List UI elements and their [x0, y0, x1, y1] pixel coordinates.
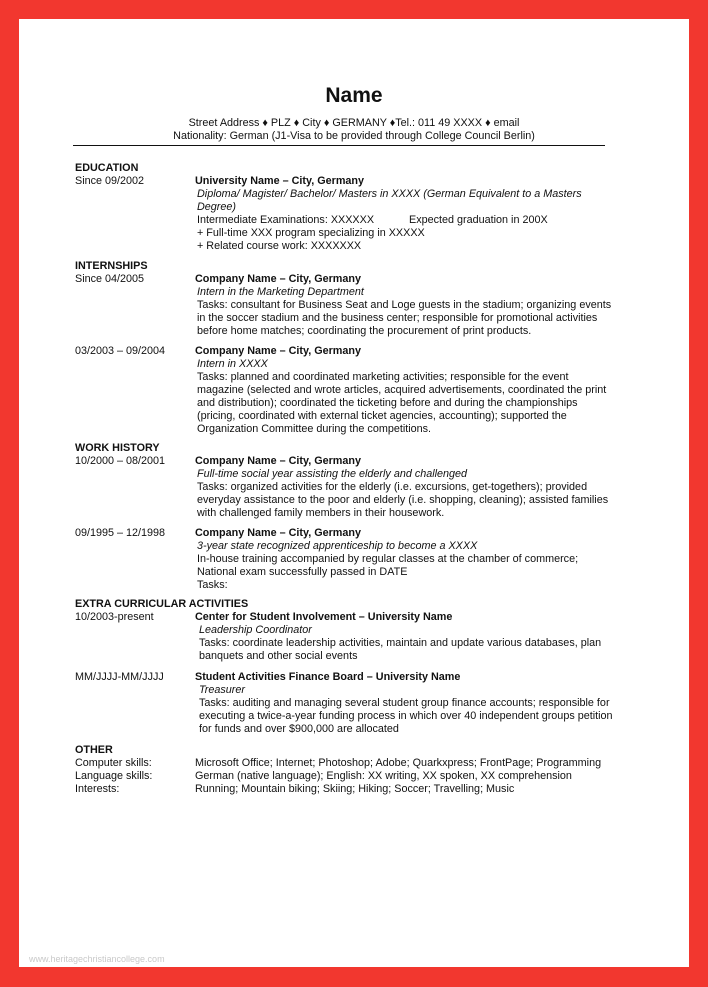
section-heading-education: EDUCATION	[75, 162, 139, 174]
work-date: 10/2000 – 08/2001	[75, 455, 166, 467]
section-heading-extra-curricular: EXTRA CURRICULAR ACTIVITIES	[75, 598, 249, 610]
work-task-line: Tasks: organized activities for the elderly (i.e. excursions, get-togethers); provided	[197, 481, 588, 493]
other-value: Microsoft Office; Internet; Photoshop; Adobe; Quarkxpress; FrontPage; Programming	[195, 757, 602, 769]
resume-document	[19, 19, 689, 967]
internship-role: Intern in XXXX	[197, 358, 268, 370]
internship-date: Since 04/2005	[75, 273, 145, 285]
internship-role: Intern in the Marketing Department	[197, 286, 364, 298]
internship-company: Company Name – City, Germany	[195, 273, 362, 285]
work-entry	[195, 455, 635, 520]
education-degree-line-1: Diploma/ Magister/ Bachelor/ Masters in XXXX (German Equivalent to a Masters	[197, 188, 582, 200]
activity-task-line: for funds and over $900,000 are allocated	[199, 723, 399, 735]
work-task-line: Tasks:	[197, 579, 228, 591]
internship-task-line: magazine (selected and wrote articles, acquired advertisements, coordinated the print	[197, 384, 607, 396]
address-line: Street Address ♦ PLZ ♦ City ♦ GERMANY ♦Tel.: 011 49 XXXX ♦ email	[188, 117, 520, 129]
resume-page	[19, 19, 689, 967]
education-bullet-1: + Full-time XXX program specializing in XXXXX	[197, 227, 425, 239]
other-value: Running; Mountain biking; Skiing; Hiking; Soccer; Travelling; Music	[195, 783, 515, 795]
activity-role: Leadership Coordinator	[199, 624, 312, 636]
other-label: Language skills:	[75, 770, 153, 782]
internship-entry	[195, 273, 635, 338]
activity-task-line: Tasks: auditing and managing several student group finance accounts; responsible for	[199, 697, 610, 709]
activity-organization: Center for Student Involvement – University Name	[195, 611, 453, 623]
other-label: Interests:	[75, 783, 120, 795]
activity-task-line: banquets and other social events	[199, 650, 358, 662]
activity-date: 10/2003-present	[75, 611, 154, 623]
section-heading-internships: INTERNSHIPS	[75, 260, 148, 272]
other-value: German (native language); English: XX writing, XX spoken, XX comprehension	[195, 770, 572, 782]
education-bullet-2: + Related course work: XXXXXXX	[197, 240, 362, 252]
work-entry	[195, 527, 635, 592]
nationality-line: Nationality: German (J1-Visa to be provided through College Council Berlin)	[173, 130, 535, 142]
activity-date: MM/JJJJ-MM/JJJJ	[75, 671, 164, 683]
education-exams-row	[195, 214, 635, 227]
work-task-line: with challenged family members in their housework.	[197, 507, 445, 519]
education-school: University Name – City, Germany	[195, 175, 365, 187]
header-divider	[73, 145, 605, 146]
education-exams: Intermediate Examinations: XXXXXX	[197, 214, 375, 226]
internship-task-line: Tasks: planned and coordinated marketing activities; responsible for the event	[197, 371, 569, 383]
work-role: 3-year state recognized apprenticeship to become a XXXX	[197, 540, 478, 552]
work-role: Full-time social year assisting the elderly and challenged	[197, 468, 468, 480]
activity-role: Treasurer	[199, 684, 245, 696]
work-date: 09/1995 – 12/1998	[75, 527, 166, 539]
work-task-line: National exam successfully passed in DATE	[197, 566, 408, 578]
activity-task-line: executing a twice-a-year funding process in which over 40 independent groups petition	[199, 710, 613, 722]
activity-organization: Student Activities Finance Board – University Name	[195, 671, 461, 683]
activity-entry	[195, 611, 635, 663]
activity-task-line: Tasks: coordinate leadership activities, maintain and update various databases, plan	[199, 637, 602, 649]
work-task-line: In-house training accompanied by regular classes at the chamber of commerce;	[197, 553, 579, 565]
section-heading-work-history: WORK HISTORY	[75, 442, 160, 454]
work-company: Company Name – City, Germany	[195, 527, 362, 539]
internship-task-line: and distribution); coordinated the ticketing before and during the championships	[197, 397, 578, 409]
education-degree-line-2: Degree)	[197, 201, 237, 213]
watermark: www.heritagechristiancollege.com	[29, 954, 165, 964]
internship-task-line: in the soccer stadium and the business center; responsible for promotional activities	[197, 312, 598, 324]
work-task-line: everyday assistance to the poor and elderly (i.e. shopping, cleaning); assisted families	[197, 494, 609, 506]
other-label: Computer skills:	[75, 757, 152, 769]
work-company: Company Name – City, Germany	[195, 455, 362, 467]
education-graduation: Expected graduation in 200X	[409, 214, 548, 226]
internship-task-line: Tasks: consultant for Business Seat and Loge guests in the stadium; organizing events	[197, 299, 612, 311]
internship-company: Company Name – City, Germany	[195, 345, 362, 357]
activity-entry	[195, 671, 635, 736]
internship-entry	[195, 345, 635, 436]
resume-name: Name	[325, 84, 383, 107]
education-date: Since 09/2002	[75, 175, 145, 187]
section-heading-other: OTHER	[75, 744, 113, 756]
internship-task-line: (pricing, coordinated with external ticket agencies, accounting); supported the	[197, 410, 567, 422]
education-entry	[195, 175, 635, 253]
internship-task-line: before home matches; coordinating the procurement of print products.	[197, 325, 532, 337]
internship-task-line: Organization Committee during the competitions.	[197, 423, 432, 435]
internship-date: 03/2003 – 09/2004	[75, 345, 166, 357]
